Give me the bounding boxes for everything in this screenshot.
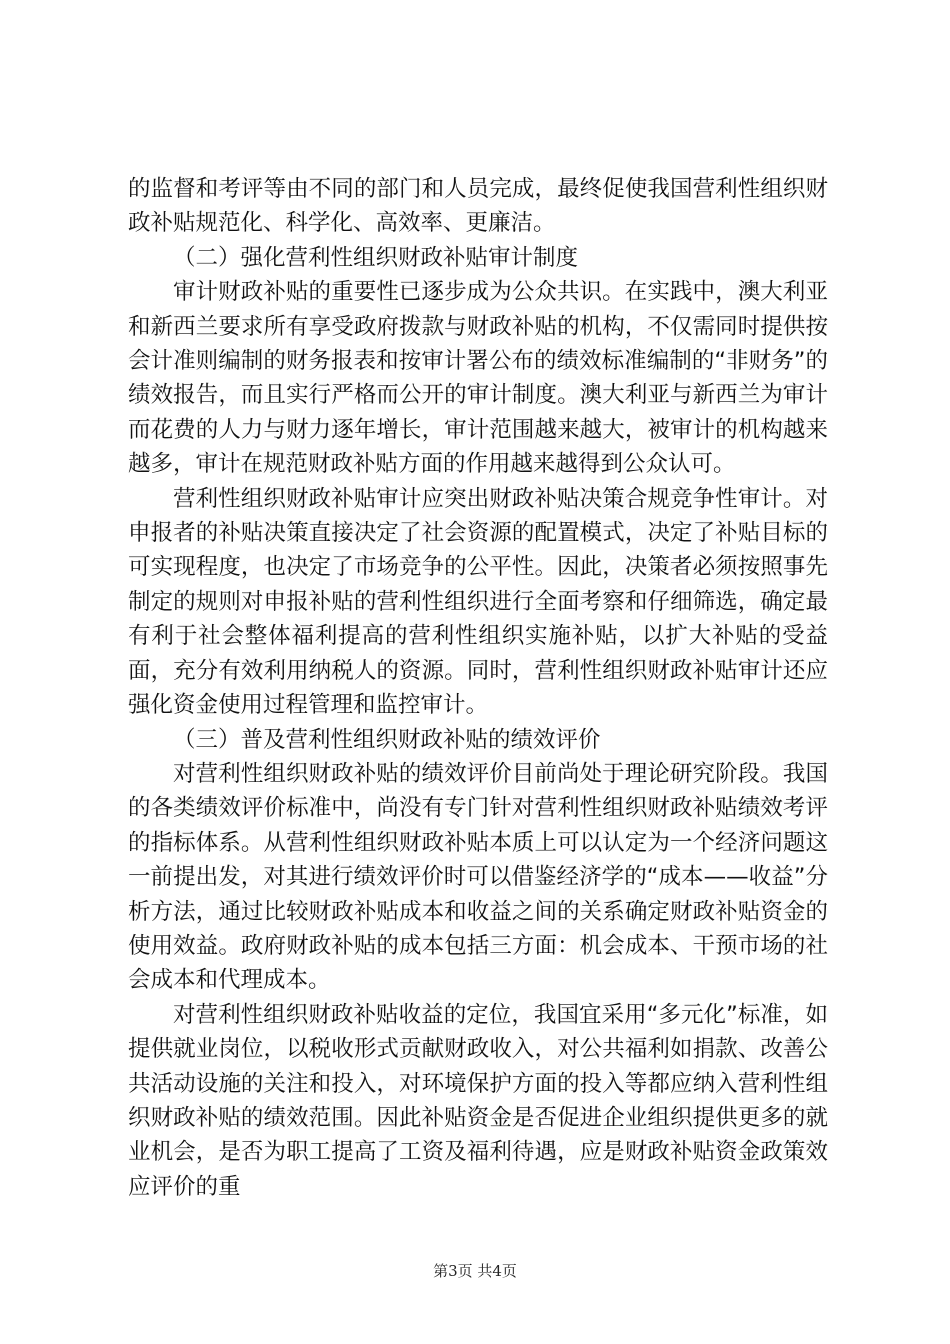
body-paragraph: 对营利性组织财政补贴的绩效评价目前尚处于理论研究阶段。我国的各类绩效评价标准中，尚没有专门针对营利性组织财政补贴绩效考评的指标体系。从营利性组织财政补贴本质上可以认定为一个经济问题这一前提出发，对其进行绩效评价时可以借鉴经济学的“成本——收益”分析方法，通过比较财政补贴成本和收益之间的关系确定财政补贴资金的使用效益。政府财政补贴的成本包括三方面：机会成本、干预市场的社会成本和代理成本。 bbox=[128, 760, 828, 994]
page-footer: 第3页 共4页 bbox=[433, 1262, 517, 1280]
section-heading: （三）普及营利性组织财政补贴的绩效评价 bbox=[173, 726, 601, 753]
continuation-paragraph: 的监督和考评等由不同的部门和人员完成，最终促使我国营利性组织财政补贴规范化、科学化、高效率、更廉洁。 bbox=[128, 176, 828, 237]
document-body bbox=[128, 172, 828, 1204]
section-heading: （二）强化营利性组织财政补贴审计制度 bbox=[173, 244, 579, 271]
body-paragraph: 审计财政补贴的重要性已逐步成为公众共识。在实践中，澳大利亚和新西兰要求所有享受政府拨款与财政补贴的机构，不仅需同时提供按会计准则编制的财务报表和按审计署公布的绩效标准编制的“非财务”的绩效报告，而且实行严格而公开的审计制度。澳大利亚与新西兰为审计而花费的人力与财力逐年增长，审计范围越来越大，被审计的机构越来越多，审计在规范财政补贴方面的作用越来越得到公众认可。 bbox=[128, 279, 828, 478]
body-paragraph: 对营利性组织财政补贴收益的定位，我国宜采用“多元化”标准，如提供就业岗位，以税收形式贡献财政收入，对公共福利如捐款、改善公共活动设施的关注和投入，对环境保护方面的投入等都应纳入营利性组织财政补贴的绩效范围。因此补贴资金是否促进企业组织提供更多的就业机会，是否为职工提高了工资及福利待遇，应是财政补贴资金政策效应评价的重 bbox=[128, 1001, 828, 1200]
body-paragraph: 营利性组织财政补贴审计应突出财政补贴决策合规竞争性审计。对申报者的补贴决策直接决定了社会资源的配置模式，决定了补贴目标的可实现程度，也决定了市场竞争的公平性。因此，决策者必须按照事先制定的规则对申报补贴的营利性组织进行全面考察和仔细筛选，确定最有利于社会整体福利提高的营利性组织实施补贴，以扩大补贴的受益面，充分有效利用纳税人的资源。同时，营利性组织财政补贴审计还应强化资金使用过程管理和监控审计。 bbox=[128, 485, 828, 719]
